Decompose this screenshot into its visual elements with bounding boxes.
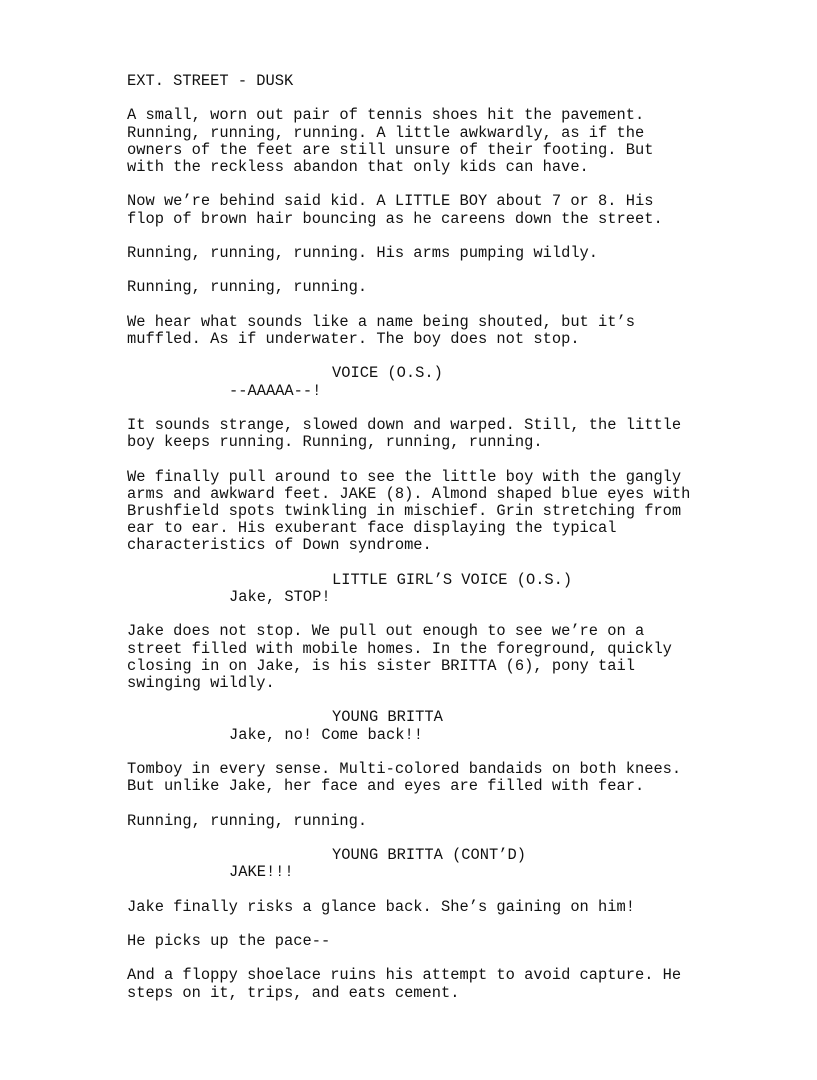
action-block: Running, running, running. His arms pumping wildly. [127, 243, 599, 262]
dialogue-block [127, 572, 767, 606]
action-block: A small, worn out pair of tennis shoes hit the pavement. Running, running, running. A little awkwardly, as if the owners of the feet are still unsure of their footing. But with the reckless abandon that only kids can have. [127, 106, 654, 176]
character-cue: VOICE (O.S.) [332, 364, 443, 383]
action-block: Now we’re behind said kid. A LITTLE BOY about 7 or 8. His flop of brown hair bouncing as he careens down the street. [127, 192, 663, 228]
character-cue: YOUNG BRITTA [332, 708, 443, 727]
action-block: We finally pull around to see the little boy with the gangly arms and awkward feet. JAKE (8). Almond shaped blue eyes with Brushfield spots twinkling in mischief. Grin stretching from ear to ear. His exuberant face displaying the typical characteristics of Down syndrome. [127, 467, 691, 555]
action-block: Tomboy in every sense. Multi-colored bandaids on both knees. But unlike Jake, her face and eyes are filled with fear. [127, 759, 682, 796]
dialogue-line: Jake, STOP! [229, 587, 331, 606]
dialogue-block [127, 365, 767, 399]
dialogue-line: JAKE!!! [229, 863, 294, 882]
character-cue: LITTLE GIRL’S VOICE (O.S.) [332, 570, 573, 589]
action-block: It sounds strange, slowed down and warped. Still, the little boy keeps running. Running, running, running. [127, 415, 682, 452]
action-block: Running, running, running. [127, 278, 368, 297]
action-block: We hear what sounds like a name being shouted, but it’s muffled. As if underwater. The boy does not stop. [127, 312, 635, 348]
dialogue-line: --AAAAA--! [229, 381, 322, 400]
action-block: Jake finally risks a glance back. She’s gaining on him! [127, 897, 635, 916]
action-block: Jake does not stop. We pull out enough to see we’re on a street filled with mobile homes. In the foreground, quickly closing in on Jake, is his sister BRITTA (6), pony tail swinging wildly. [127, 622, 672, 692]
character-cue: YOUNG BRITTA (CONT’D) [332, 845, 526, 864]
action-block: He picks up the pace-- [127, 931, 331, 950]
dialogue-line: Jake, no! Come back!! [229, 725, 423, 744]
action-block: And a floppy shoelace ruins his attempt to avoid capture. He steps on it, trips, and eats cement. [127, 966, 682, 1002]
action-block: Running, running, running. [127, 811, 368, 830]
dialogue-block [127, 709, 767, 743]
scene-heading: EXT. STREET - DUSK [127, 72, 294, 90]
dialogue-block [127, 847, 767, 881]
screenplay-content [127, 73, 767, 1019]
